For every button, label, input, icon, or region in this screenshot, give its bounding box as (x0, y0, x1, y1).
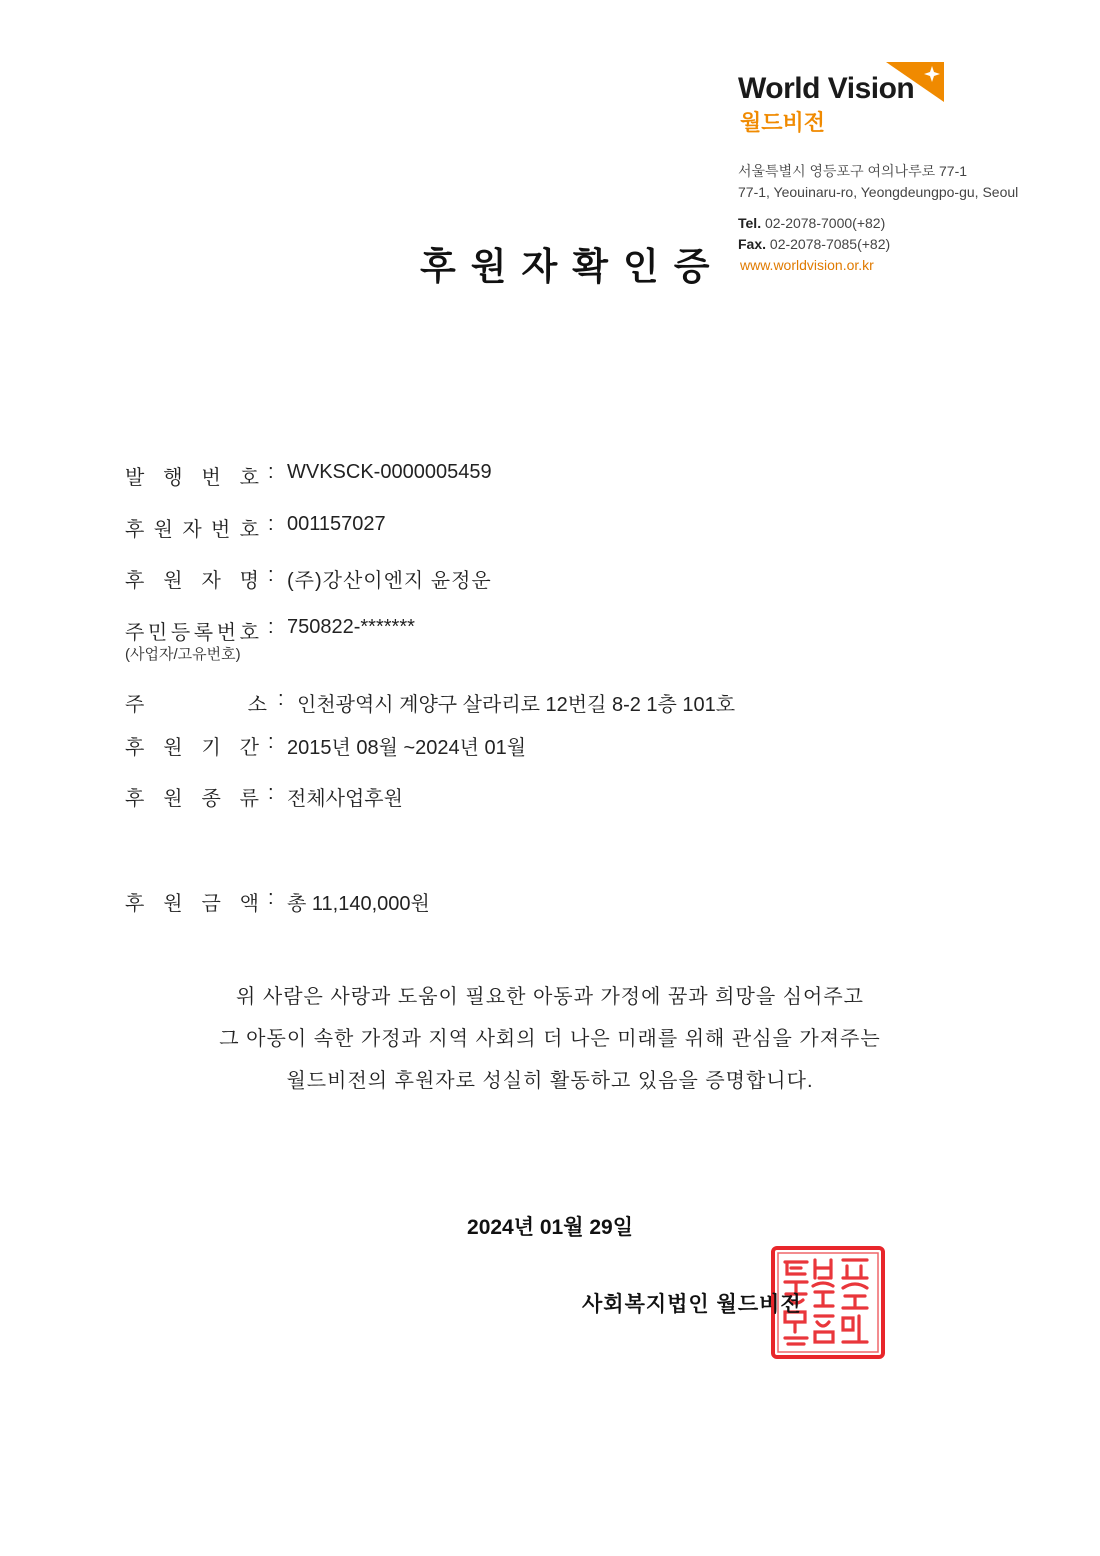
sponsor-name-label: 후 원 자 명 (125, 570, 259, 592)
colon: : (268, 616, 274, 638)
statement-line-1: 위 사람은 사랑과 도움이 필요한 아동과 가정에 꿈과 희망을 심어주고 (236, 986, 864, 1008)
colon: : (268, 513, 274, 535)
logo-english: World Vision (738, 72, 915, 105)
sponsorship-amount-label: 후 원 금 액 (125, 893, 259, 915)
sponsor-number-label: 후 원 자 번 호 (125, 519, 259, 541)
issue-number-label: 발 행 번 호 (125, 467, 259, 489)
logo-korean: 월드비전 (740, 110, 826, 135)
sponsorship-period-label: 후 원 기 간 (125, 737, 259, 759)
sponsor-number-value: 001157027 (287, 513, 386, 535)
colon: : (268, 782, 274, 804)
issue-date: 2024년 01월 29일 (467, 1216, 633, 1239)
document-title: 후원자확인증 (420, 246, 725, 287)
website-link[interactable]: www.worldvision.or.kr (740, 257, 874, 273)
address-label: 주 소 (125, 694, 267, 716)
registration-number-label: 주 민 등 록 번 호 (125, 622, 259, 644)
issue-number-value: WVKSCK-0000005459 (287, 461, 492, 483)
colon: : (268, 731, 274, 753)
fax-label: Fax. (738, 236, 767, 252)
colon: : (278, 688, 284, 710)
tel-line (738, 215, 885, 231)
statement-line-2: 그 아동이 속한 가정과 지역 사회의 더 나은 미래를 위해 관심을 가져주는 (219, 1028, 881, 1050)
address-korean: 서울특별시 영등포구 여의나루로 77-1 (738, 163, 968, 179)
tel-value: 02-2078-7000(+82) (764, 215, 886, 231)
sponsor-name-value: (주)강산이엔지 윤정운 (287, 570, 492, 592)
sponsorship-type-label: 후 원 종 류 (125, 788, 259, 810)
world-vision-logo-mark-icon (880, 58, 948, 104)
sponsorship-period-value: 2015년 08월 ~2024년 01월 (287, 737, 527, 759)
tel-label: Tel. (738, 215, 762, 231)
colon: : (268, 887, 274, 909)
sponsorship-type-value: 전체사업후원 (287, 788, 403, 810)
sponsorship-amount-value: 총 11,140,000원 (287, 893, 430, 915)
colon: : (268, 564, 274, 586)
issuer-name: 사회복지법인 월드비전 (582, 1293, 802, 1316)
statement-line-3: 월드비전의 후원자로 성실히 활동하고 있음을 증명합니다. (286, 1070, 814, 1092)
registration-sub-label: (사업자/고유번호) (125, 646, 241, 663)
fax-line (738, 236, 890, 252)
fax-value: 02-2078-7085(+82) (769, 236, 891, 252)
registration-number-value: 750822-******* (287, 616, 415, 638)
address-english: 77-1, Yeouinaru-ro, Yeongdeungpo-gu, Seoul (738, 184, 1019, 200)
address-value: 인천광역시 계양구 살라리로 12번길 8-2 1층 101호 (297, 694, 736, 716)
colon: : (268, 461, 274, 483)
